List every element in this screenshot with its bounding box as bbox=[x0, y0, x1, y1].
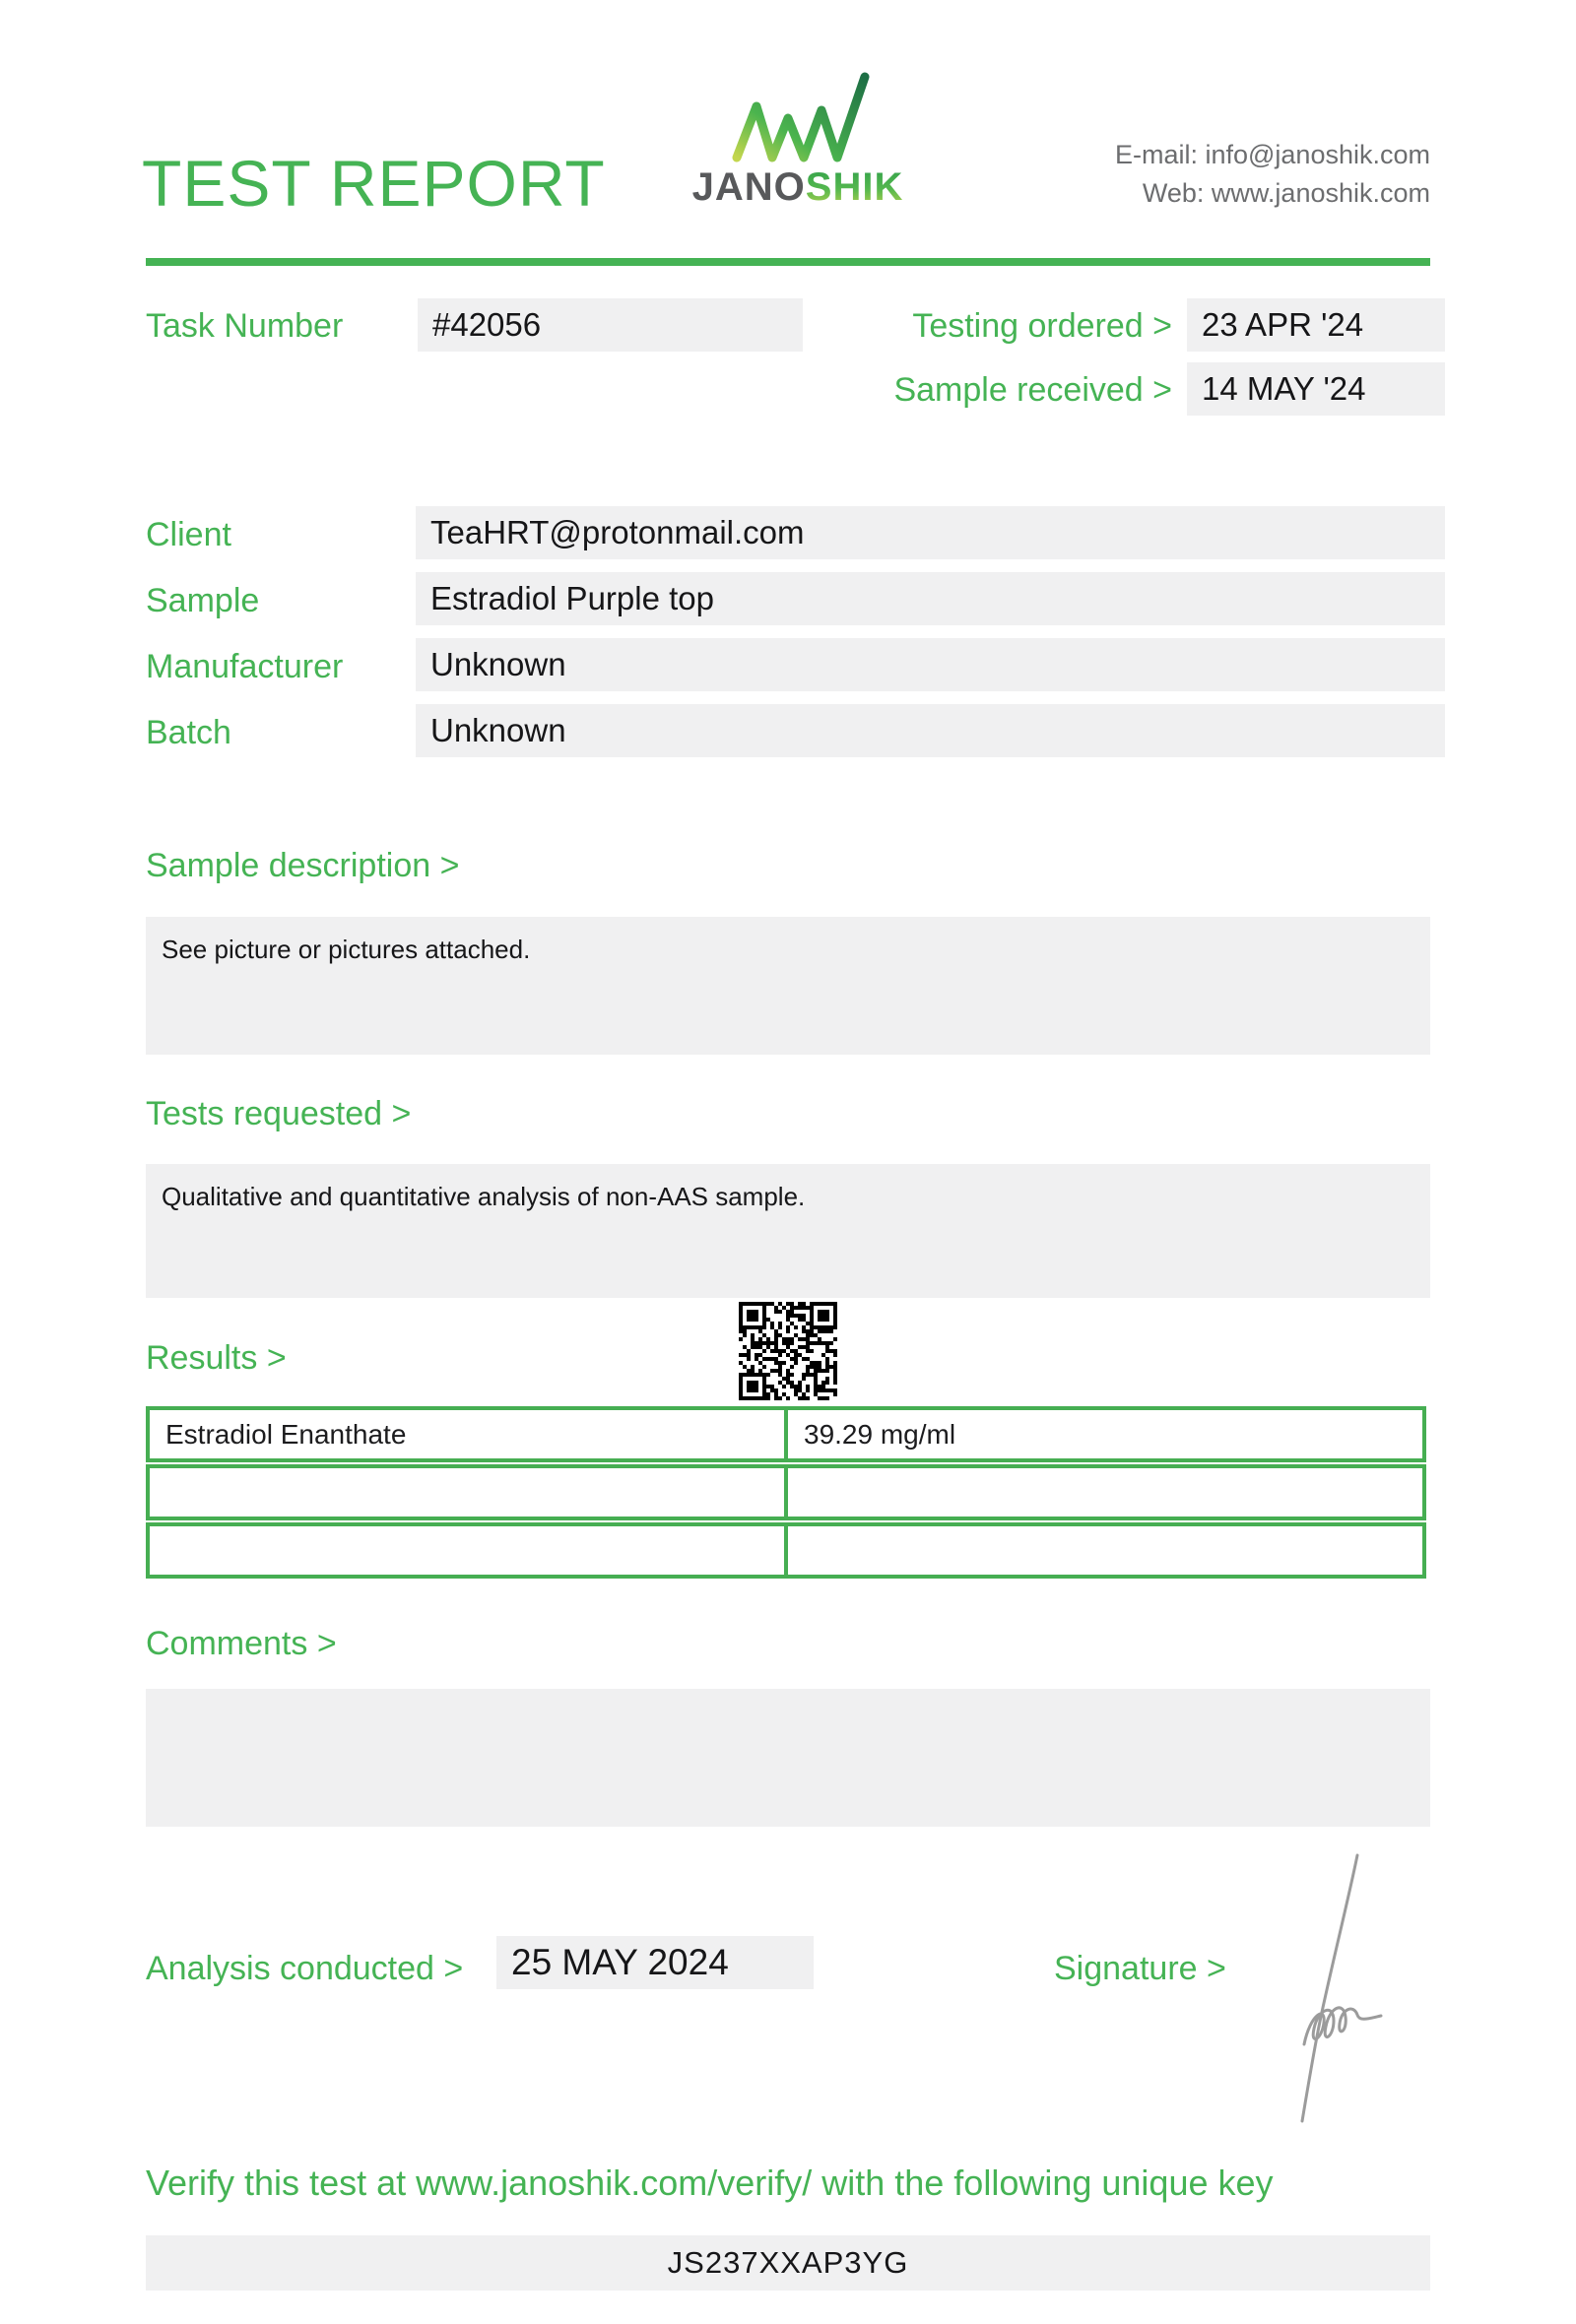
contact-block bbox=[1115, 136, 1430, 213]
task-number-value: #42056 bbox=[418, 298, 803, 352]
results-heading: Results > bbox=[146, 1339, 287, 1377]
tests-requested-box bbox=[146, 1164, 1430, 1298]
signature-image bbox=[1267, 1847, 1395, 2138]
sample-label: Sample bbox=[146, 582, 260, 619]
sample-description-text: See picture or pictures attached. bbox=[162, 935, 531, 964]
result-analyte-cell: Estradiol Enanthate bbox=[146, 1406, 788, 1462]
signature-label: Signature > bbox=[1054, 1950, 1226, 1987]
manufacturer-value: Unknown bbox=[416, 638, 1445, 691]
task-number-label: Task Number bbox=[146, 307, 344, 345]
sample-received-label: Sample received > bbox=[893, 371, 1172, 409]
logo-shik: SHIK bbox=[805, 165, 904, 209]
result-value-cell bbox=[784, 1522, 1426, 1579]
sample-received-value: 14 MAY '24 bbox=[1187, 362, 1445, 416]
results-table bbox=[146, 1406, 1426, 1579]
contact-web: Web: www.janoshik.com bbox=[1142, 178, 1430, 208]
sample-value: Estradiol Purple top bbox=[416, 572, 1445, 625]
tests-requested-heading: Tests requested > bbox=[146, 1095, 412, 1132]
page-title: TEST REPORT bbox=[142, 147, 606, 220]
manufacturer-label: Manufacturer bbox=[146, 648, 344, 685]
comments-box bbox=[146, 1689, 1430, 1827]
analysis-conducted-label: Analysis conducted > bbox=[146, 1950, 464, 1987]
contact-email: E-mail: info@janoshik.com bbox=[1114, 140, 1430, 169]
testing-ordered-label: Testing ordered > bbox=[912, 307, 1172, 345]
logo-chart-icon bbox=[727, 67, 875, 165]
logo-wordmark bbox=[680, 165, 916, 210]
client-value: TeaHRT@protonmail.com bbox=[416, 506, 1445, 559]
client-label: Client bbox=[146, 516, 231, 553]
sample-description-box bbox=[146, 917, 1430, 1055]
result-value-cell: 39.29 mg/ml bbox=[784, 1406, 1426, 1462]
verify-key: JS237XXAP3YG bbox=[146, 2235, 1430, 2291]
result-analyte-cell bbox=[146, 1464, 788, 1520]
table-row bbox=[146, 1406, 1426, 1462]
comments-heading: Comments > bbox=[146, 1625, 337, 1662]
testing-ordered-value: 23 APR '24 bbox=[1187, 298, 1445, 352]
table-row bbox=[146, 1464, 1426, 1520]
analysis-conducted-value: 25 MAY 2024 bbox=[496, 1936, 814, 1989]
table-row bbox=[146, 1522, 1426, 1579]
result-value-cell bbox=[784, 1464, 1426, 1520]
batch-value: Unknown bbox=[416, 704, 1445, 757]
verify-instruction: Verify this test at www.janoshik.com/verify/ with the following unique key bbox=[146, 2163, 1274, 2203]
batch-label: Batch bbox=[146, 714, 231, 751]
result-analyte-cell bbox=[146, 1522, 788, 1579]
logo-jano: JANO bbox=[691, 165, 806, 209]
header-divider bbox=[146, 258, 1430, 266]
sample-description-heading: Sample description > bbox=[146, 847, 460, 884]
tests-requested-text: Qualitative and quantitative analysis of non-AAS sample. bbox=[162, 1182, 806, 1211]
qr-code bbox=[739, 1302, 837, 1400]
